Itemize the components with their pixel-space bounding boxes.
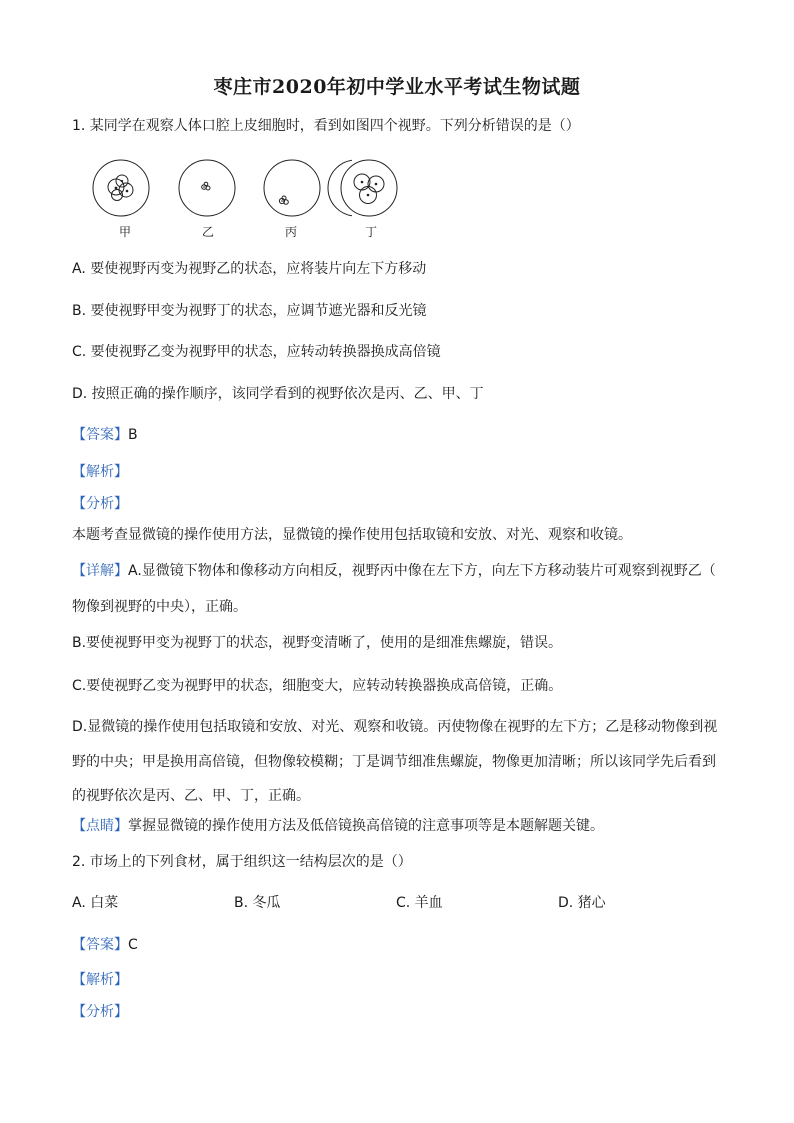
q1-analysis-tag: 【解析】	[72, 464, 128, 480]
q1-option-c: C. 要使视野乙变为视野甲的状态，应转动转换器换成高倍镜	[72, 344, 441, 360]
q1-detail-c: C.要使视野乙变为视野甲的状态，细胞变大，应转动转换器换成高倍镜，正确。	[72, 678, 563, 694]
q1-detail-a-line1	[72, 561, 716, 581]
figure-label-ding: 丁	[365, 225, 378, 239]
q1-detail-d-line1: D.显微镜的操作使用包括取镜和安放、对光、观察和收镜。丙使物像在视野的左下方；乙是移动物像到视	[72, 719, 718, 735]
q1-detail-d-line2: 野的中央；甲是换用高倍镜，但物像较模糊；丁是调节细准焦螺旋，物像更加清晰；所以该同学先后看到	[72, 754, 716, 770]
answer-tag: 【答案】	[72, 937, 128, 953]
q1-answer	[72, 425, 138, 445]
q1-option-d: D. 按照正确的操作顺序，该同学看到的视野依次是丙、乙、甲、丁	[72, 386, 484, 402]
question-2-stem: 2. 市场上的下列食材，属于组织这一结构层次的是（）	[72, 854, 412, 870]
q1-fenxi-tag: 【分析】	[72, 496, 128, 512]
figure-label-bing: 丙	[285, 225, 298, 239]
q2-fenxi-tag: 【分析】	[72, 1004, 128, 1020]
figure-label-yi: 乙	[202, 225, 215, 239]
field-ding-cells	[338, 157, 402, 221]
page-title: 枣庄市2020年初中学业水平考试生物试题	[213, 76, 581, 98]
comment-tag: 【点睛】	[72, 818, 128, 834]
q2-analysis-tag: 【解析】	[72, 972, 128, 988]
field-yi	[179, 160, 235, 216]
comment-text: 掌握显微镜的操作使用方法及低倍镜换高倍镜的注意事项等是本题解题关键。	[128, 818, 604, 834]
q1-comment	[72, 816, 604, 836]
detail-tag: 【详解】	[72, 563, 128, 579]
q2-option-c: C. 羊血	[396, 895, 443, 911]
q2-option-b: B. 冬瓜	[234, 895, 281, 911]
answer-tag: 【答案】	[72, 427, 128, 443]
q1-detail-a-line2: 物像到视野的中央），正确。	[72, 599, 247, 615]
q1-detail-b: B.要使视野甲变为视野丁的状态，视野变清晰了，使用的是细准焦螺旋，错误。	[72, 635, 563, 651]
q2-option-d: D. 猪心	[558, 895, 606, 911]
field-bing	[264, 160, 320, 216]
q2-option-a: A. 白菜	[72, 895, 119, 911]
figure-label-jia: 甲	[119, 225, 132, 239]
field-jia	[93, 160, 149, 216]
answer-value: B	[128, 427, 138, 443]
question-1-stem: 1. 某同学在观察人体口腔上皮细胞时，看到如图四个视野。下列分析错误的是（）	[72, 118, 580, 134]
q1-detail-d-line3: 的视野依次是丙、乙、甲、丁，正确。	[72, 788, 310, 804]
q1-fenxi-text: 本题考查显微镜的操作使用方法，显微镜的操作使用包括取镜和安放、对光、观察和收镜。	[72, 527, 632, 543]
q1-option-a: A. 要使视野丙变为视野乙的状态，应将装片向左下方移动	[72, 261, 427, 277]
q1-option-b: B. 要使视野甲变为视野丁的状态，应调节遮光器和反光镜	[72, 303, 427, 319]
detail-a-text: A.显微镜下物体和像移动方向相反，视野丙中像在左下方，向左下方移动装片可观察到视野乙（	[128, 563, 716, 579]
q2-answer	[72, 935, 138, 955]
answer-value: C	[128, 937, 138, 953]
